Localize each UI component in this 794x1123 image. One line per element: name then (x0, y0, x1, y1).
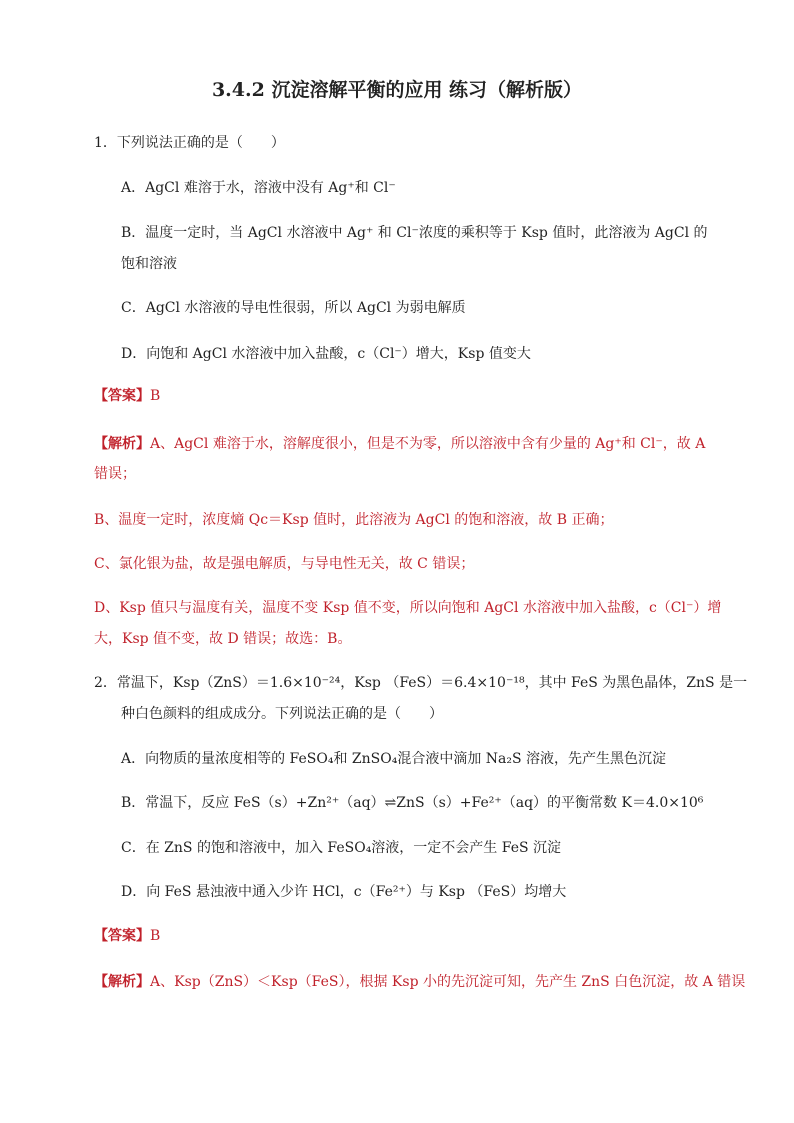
q1-stem: 1．下列说法正确的是（ ） (94, 135, 285, 151)
answer-value: B (150, 928, 161, 944)
q1-analysis-a (94, 434, 705, 454)
q1-answer (94, 386, 160, 406)
answer-tag: 【答案】 (94, 928, 150, 944)
analysis-tag: 【解析】 (94, 974, 150, 990)
q1-option-a: A．AgCl 难溶于水，溶液中没有 Ag⁺和 Cl⁻ (121, 180, 396, 196)
q1-analysis-d-cont: 大，Ksp 值不变，故 D 错误；故选：B。 (94, 631, 352, 647)
q2-answer (94, 926, 160, 946)
q2-stem-cont: 种白色颜料的组成成分。下列说法正确的是（ ） (121, 706, 443, 722)
answer-value: B (150, 388, 161, 404)
page-title: 3.4.2 沉淀溶解平衡的应用 练习（解析版） (211, 79, 583, 101)
q1-analysis-b: B、温度一定时，浓度熵 Qc＝Ksp 值时，此溶液为 AgCl 的饱和溶液，故 B 正确； (94, 512, 614, 528)
q2-option-c: C．在 ZnS 的饱和溶液中，加入 FeSO₄溶液，一定不会产生 FeS 沉淀 (121, 840, 562, 856)
q1-option-b: B．温度一定时，当 AgCl 水溶液中 Ag⁺ 和 Cl⁻浓度的乘积等于 Ksp 值时，此溶液为 AgCl 的 (121, 225, 708, 241)
q2-option-a: A．向物质的量浓度相等的 FeSO₄和 ZnSO₄混合液中滴加 Na₂S 溶液，先产生黑色沉淀 (121, 751, 667, 767)
analysis-tag: 【解析】 (94, 436, 150, 452)
q1-analysis-c: C、氯化银为盐，故是强电解质，与导电性无关，故 C 错误； (94, 556, 475, 572)
q2-option-d: D．向 FeS 悬浊液中通入少许 HCl，c（Fe²⁺）与 Ksp （FeS）均增大 (121, 884, 567, 900)
analysis-text: A、Ksp（ZnS）＜Ksp（FeS），根据 Ksp 小的先沉淀可知，先产生 ZnS 白色沉淀，故 A 错误 (150, 974, 746, 990)
q2-analysis-a (94, 972, 745, 992)
q1-option-c: C．AgCl 水溶液的导电性很弱，所以 AgCl 为弱电解质 (121, 300, 466, 316)
q1-option-d: D．向饱和 AgCl 水溶液中加入盐酸，c（Cl⁻）增大，Ksp 值变大 (121, 346, 531, 362)
q2-option-b: B．常温下，反应 FeS（s）+Zn²⁺（aq）⇌ZnS（s）+Fe²⁺（aq）的平衡常数 K＝4.0×10⁶ (121, 795, 704, 811)
answer-tag: 【答案】 (94, 388, 150, 404)
analysis-text: A、AgCl 难溶于水，溶解度很小，但是不为零，所以溶液中含有少量的 Ag⁺和 Cl⁻，故 A (150, 436, 706, 452)
q1-analysis-d: D、Ksp 值只与温度有关，温度不变 Ksp 值不变，所以向饱和 AgCl 水溶液中加入盐酸，c（Cl⁻）增 (94, 600, 722, 616)
q2-stem: 2．常温下，Ksp（ZnS）＝1.6×10⁻²⁴，Ksp （FeS）＝6.4×10⁻¹⁸，其中 FeS 为黑色晶体，ZnS 是一 (94, 675, 748, 691)
q1-analysis-a-cont: 错误； (94, 466, 136, 482)
q1-option-b-cont: 饱和溶液 (121, 256, 177, 272)
